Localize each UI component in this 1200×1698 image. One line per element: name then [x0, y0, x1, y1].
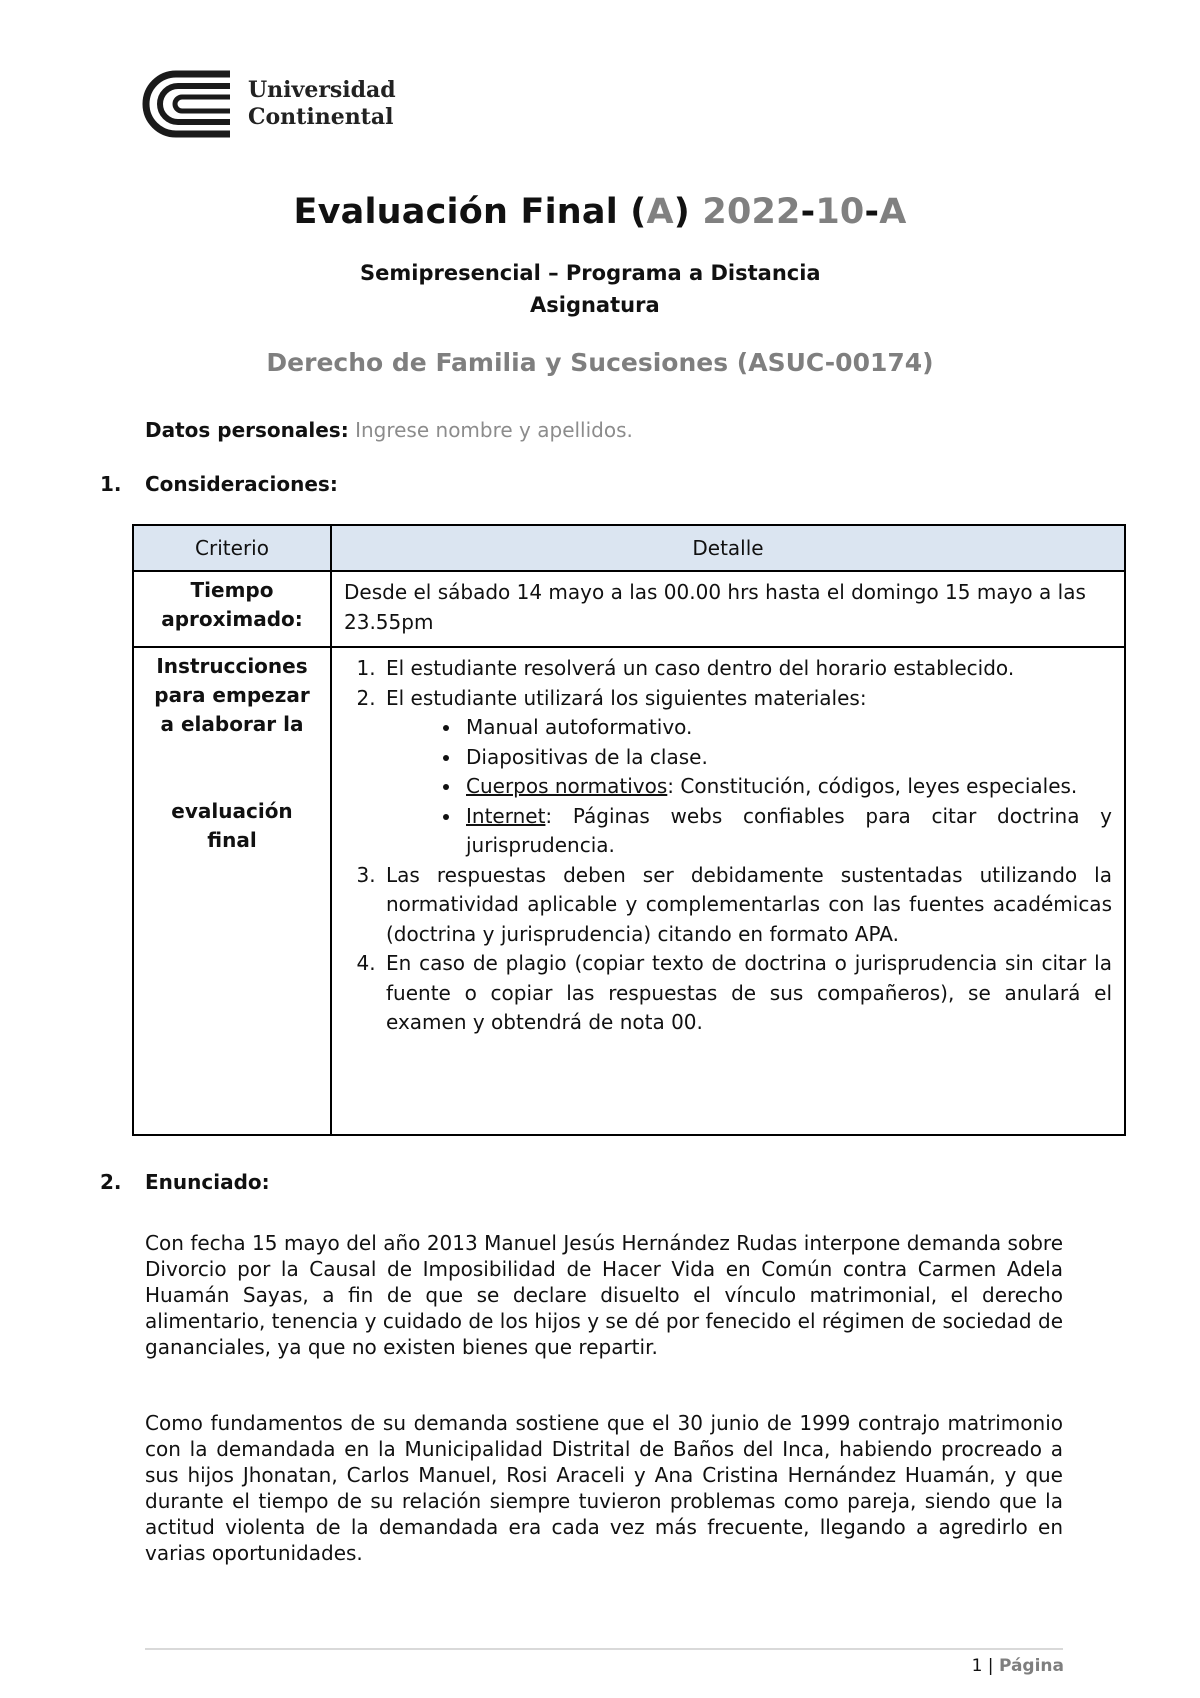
title-part: Evaluación Final (: [293, 192, 647, 232]
title-part: -: [800, 192, 816, 232]
section-title: Enunciado:: [145, 1170, 270, 1194]
logo-line-1: Universidad: [248, 77, 396, 103]
criterio-cell: [133, 571, 331, 647]
page-title: [0, 192, 1200, 232]
page-footer: [972, 1656, 1064, 1676]
list-item-text: : Constitución, códigos, leyes especiales.: [667, 774, 1078, 798]
statement-paragraph: Como fundamentos de su demanda sostiene que el 30 junio de 1999 contrajo matrimonio con la demandada en la Municipalidad Distrital de Baños del Inca, habiendo procreado a sus hijos Jhonatan, Carlos Manuel, Rosi Araceli y Ana Cristina Hernández Huamán, y que durante el tiempo de su relación siempre tuvieron problemas como pareja, siendo que la actitud violenta de la demandada era cada vez más frecuente, llegando a agredirlo en varias oportunidades.: [145, 1411, 1063, 1565]
list-item: 4. En caso de plagio (copiar texto de doctrina o jurisprudencia sin citar la fuente o copiar las respuestas de sus compañeros), se anulará el examen y obtendrá de nota 00.: [382, 949, 1112, 1038]
list-item: 3. Las respuestas deben ser debidamente sustentadas utilizando la normatividad aplicable y complementarlas con las fuentes académicas (doctrina y jurisprudencia) citando en formato APA.: [382, 861, 1112, 950]
table-header-criterio: Criterio: [133, 525, 331, 571]
table-row: [133, 571, 1125, 647]
materials-list: [386, 713, 1112, 861]
criteria-table: [132, 524, 1126, 1136]
list-item: • Diapositivas de la clase.: [462, 743, 1112, 773]
list-item: 1. El estudiante resolverá un caso dentro del horario establecido.: [382, 654, 1112, 684]
subject-label: Asignatura: [530, 293, 660, 317]
list-item-text: El estudiante utilizará los siguientes materiales:: [386, 685, 867, 710]
criterio-cell: [133, 647, 331, 1135]
title-part: ): [673, 192, 703, 232]
title-part: -: [864, 192, 880, 232]
logo-wordmark: [248, 77, 396, 131]
section-heading-1: [100, 472, 338, 496]
underlined-term: Internet: [466, 803, 546, 828]
instructions-cell: [331, 647, 1125, 1135]
list-item-text: : Páginas webs confiables para citar doctrina y jurisprudencia.: [466, 803, 1112, 857]
title-part: 10: [815, 192, 865, 232]
criterio-text: aproximado:: [161, 607, 303, 631]
title-part: 2022: [702, 192, 801, 232]
title-part: A: [879, 192, 907, 232]
continental-c-logo-icon: [142, 70, 234, 138]
footer-separator: |: [982, 1656, 999, 1676]
university-logo: [142, 70, 396, 138]
list-item: • Manual autoformativo.: [462, 713, 1112, 743]
detalle-cell: Desde el sábado 14 mayo a las 00.00 hrs hasta el domingo 15 mayo a las 23.55pm: [331, 571, 1125, 647]
page-label: Página: [998, 1656, 1064, 1676]
section-title: Consideraciones:: [145, 472, 338, 496]
criterio-text: Tiempo: [190, 578, 274, 602]
criterio-text: a elaborar la: [160, 712, 304, 736]
personal-data-line: [145, 418, 633, 442]
instructions-list: [344, 654, 1112, 1038]
criterio-text: para empezar: [154, 683, 310, 707]
criterio-text: evaluación: [171, 799, 293, 823]
list-item: [462, 772, 1112, 802]
table-row: [133, 647, 1125, 1135]
personal-data-field[interactable]: Ingrese nombre y apellidos.: [355, 418, 633, 442]
criterio-text: final: [207, 828, 257, 852]
table-header-detalle: Detalle: [331, 525, 1125, 571]
section-heading-2: [100, 1170, 270, 1194]
modality-subtitle: Semipresencial – Programa a Distancia: [360, 261, 821, 285]
list-item: [382, 684, 1112, 861]
footer-divider: [145, 1648, 1063, 1650]
statement-paragraph: Con fecha 15 mayo del año 2013 Manuel Jesús Hernández Rudas interpone demanda sobre Divorcio por la Causal de Imposibilidad de Hacer Vida en Común contra Carmen Adela Huamán Sayas, a fin de que se declare disuelto el vínculo matrimonial, el derecho alimentario, tenencia y cuidado de los hijos y se dé por fenecido el régimen de sociedad de gananciales, ya que no existen bienes que repartir.: [145, 1231, 1063, 1359]
personal-data-label: Datos personales:: [145, 418, 349, 442]
section-number: 1.: [100, 472, 122, 496]
course-name: Derecho de Familia y Sucesiones (ASUC-00174): [266, 348, 934, 377]
criterio-text: Instrucciones: [156, 654, 308, 678]
list-item: [462, 802, 1112, 861]
section-number: 2.: [100, 1170, 122, 1194]
title-part: A: [646, 192, 674, 232]
logo-line-2: Continental: [248, 104, 394, 130]
underlined-term: Cuerpos normativos: [466, 774, 668, 798]
table-header-row: [133, 525, 1125, 571]
page-number: 1: [971, 1656, 983, 1676]
